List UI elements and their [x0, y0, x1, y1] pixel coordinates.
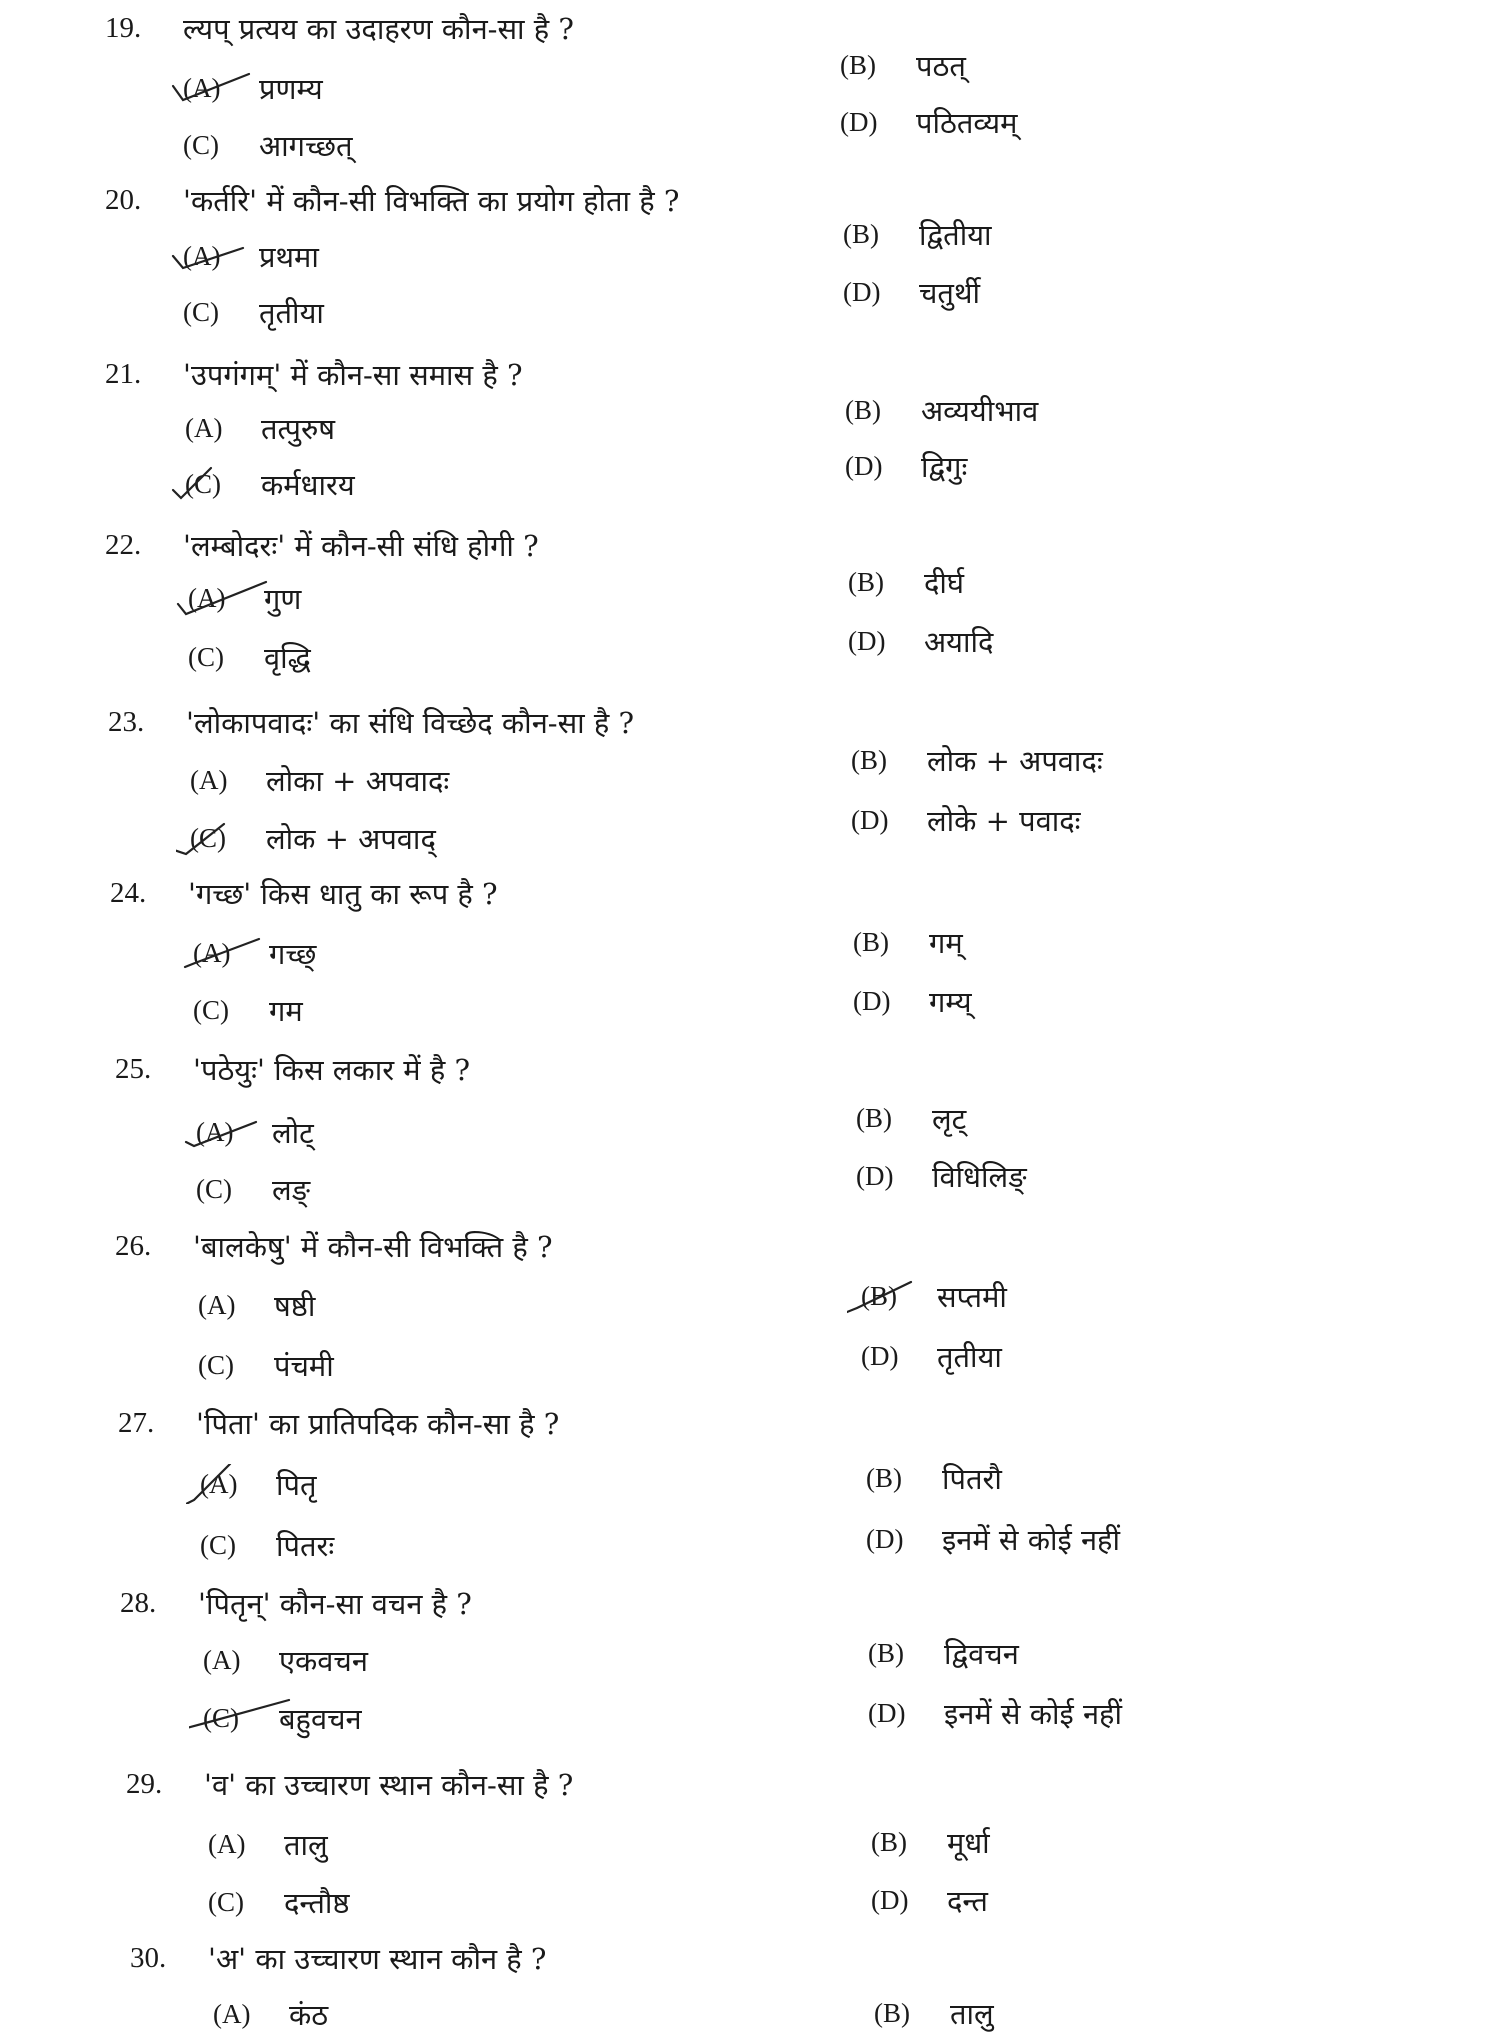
question-stem	[108, 700, 634, 744]
option-text: पंचमी	[274, 1348, 334, 1383]
option-label: (A)	[183, 72, 221, 103]
question-stem	[105, 352, 523, 396]
option-d[interactable]	[856, 1154, 1027, 1198]
option-label: (B)	[845, 394, 881, 425]
option-c[interactable]	[203, 1696, 362, 1740]
option-text: द्वितीया	[919, 217, 992, 252]
option-text: पठितव्यम्	[916, 105, 1018, 140]
question-number: 30.	[130, 1941, 167, 1974]
option-label: (D)	[856, 1160, 894, 1191]
option-label: (C)	[196, 1173, 232, 1204]
question-stem	[105, 6, 574, 50]
option-text: गम्	[929, 925, 963, 960]
question-stem	[105, 178, 679, 222]
question-text: 'गच्छ' किस धातु का रूप है ?	[188, 876, 498, 911]
option-c[interactable]	[190, 816, 436, 860]
question-text: ल्यप् प्रत्यय का उदाहरण कौन-सा है ?	[183, 11, 574, 46]
option-a[interactable]	[213, 1992, 328, 2036]
question-text: 'व' का उच्चारण स्थान कौन-सा है ?	[204, 1767, 574, 1802]
option-label: (B)	[856, 1102, 892, 1133]
option-b[interactable]	[848, 560, 964, 604]
option-a[interactable]	[196, 1110, 314, 1154]
option-text: द्विगुः	[921, 449, 968, 484]
option-text: लोक + अपवाद्	[266, 821, 436, 856]
question-text: 'उपगंगम्' में कौन-सा समास है ?	[183, 357, 523, 392]
option-label: (A)	[185, 412, 223, 443]
option-d[interactable]	[868, 1691, 1122, 1735]
question-number: 21.	[105, 357, 142, 390]
option-label: (A)	[188, 582, 226, 613]
option-a[interactable]	[208, 1822, 328, 1866]
option-label: (B)	[874, 1997, 910, 2028]
option-text: लोट्	[272, 1115, 314, 1150]
option-b[interactable]	[874, 1991, 994, 2035]
question-number: 19.	[105, 11, 142, 44]
option-text: गच्छ्	[269, 936, 317, 971]
question-number: 25.	[115, 1052, 152, 1085]
option-label: (A)	[213, 1998, 251, 2029]
option-c[interactable]	[188, 635, 311, 679]
option-text: तालु	[284, 1827, 328, 1862]
option-text: इनमें से कोई नहीं	[944, 1696, 1122, 1731]
option-a[interactable]	[185, 406, 335, 450]
question-number: 22.	[105, 528, 142, 561]
option-b[interactable]	[868, 1631, 1019, 1675]
option-label: (D)	[861, 1340, 899, 1371]
option-text: वृद्धि	[264, 640, 311, 675]
option-label: (A)	[200, 1468, 238, 1499]
option-label: (A)	[198, 1289, 236, 1320]
question-stem	[126, 1762, 573, 1806]
option-text: दीर्घ	[924, 565, 965, 600]
question-stem	[118, 1401, 559, 1445]
question-number: 23.	[108, 705, 145, 738]
option-label: (B)	[848, 566, 884, 597]
option-text: तृतीया	[937, 1339, 1002, 1374]
question-text: 'कर्तरि' में कौन-सी विभक्ति का प्रयोग होता है ?	[183, 183, 680, 218]
option-label: (C)	[203, 1702, 239, 1733]
option-text: षष्ठी	[274, 1288, 316, 1323]
option-d[interactable]	[840, 100, 1017, 144]
option-d[interactable]	[861, 1334, 1002, 1378]
option-c[interactable]	[200, 1523, 334, 1567]
question-text: 'पितृन्' कौन-सा वचन है ?	[198, 1586, 472, 1621]
option-label: (C)	[198, 1349, 234, 1380]
option-label: (D)	[853, 985, 891, 1016]
option-c[interactable]	[196, 1167, 310, 1211]
question-stem	[115, 1047, 470, 1091]
option-b[interactable]	[845, 388, 1038, 432]
option-a[interactable]	[190, 758, 449, 802]
option-c[interactable]	[183, 123, 353, 167]
question-number: 20.	[105, 183, 142, 216]
option-text: इनमें से कोई नहीं	[942, 1522, 1120, 1557]
option-a[interactable]	[193, 931, 316, 975]
option-text: गम	[269, 993, 303, 1028]
option-b[interactable]	[851, 738, 1103, 782]
option-d[interactable]	[845, 444, 967, 488]
option-a[interactable]	[183, 234, 319, 278]
question-number: 27.	[118, 1406, 155, 1439]
option-text: प्रणम्य	[259, 71, 323, 106]
option-text: लोके + पवादः	[927, 803, 1081, 838]
option-text: सप्तमी	[937, 1279, 1007, 1314]
question-stem	[115, 1224, 553, 1268]
option-text: पितरौ	[942, 1461, 1002, 1496]
option-text: बहुवचन	[279, 1701, 362, 1736]
option-c[interactable]	[198, 1343, 334, 1387]
option-label: (A)	[190, 764, 228, 795]
option-a[interactable]	[203, 1638, 368, 1682]
question-text: 'अ' का उच्चारण स्थान कौन है ?	[208, 1941, 547, 1976]
option-label: (D)	[843, 276, 881, 307]
option-text: दन्तौष्ठ	[284, 1885, 350, 1920]
option-text: लङ्	[272, 1172, 311, 1207]
option-label: (C)	[193, 994, 229, 1025]
option-b[interactable]	[856, 1096, 966, 1140]
option-text: तत्पुरुष	[261, 411, 336, 446]
option-text: लोक + अपवादः	[927, 743, 1103, 778]
question-text: 'पठेयुः' किस लकार में है ?	[193, 1052, 471, 1087]
option-b[interactable]	[843, 212, 992, 256]
option-d[interactable]	[848, 619, 993, 663]
option-b[interactable]	[840, 43, 966, 87]
option-a[interactable]	[183, 66, 323, 110]
option-label: (C)	[185, 468, 221, 499]
option-d[interactable]	[843, 270, 980, 314]
option-d[interactable]	[866, 1517, 1120, 1561]
option-label: (C)	[208, 1886, 244, 1917]
option-label: (C)	[183, 129, 219, 160]
option-text: द्विवचन	[944, 1636, 1019, 1671]
option-label: (D)	[845, 450, 883, 481]
option-label: (D)	[851, 804, 889, 835]
option-label: (B)	[843, 218, 879, 249]
option-text: लृट्	[932, 1101, 967, 1136]
option-label: (B)	[840, 49, 876, 80]
option-label: (B)	[851, 744, 887, 775]
option-d[interactable]	[871, 1878, 988, 1922]
option-label: (D)	[871, 1884, 909, 1915]
option-label: (B)	[853, 926, 889, 957]
question-stem	[120, 1581, 472, 1625]
option-text: पितरः	[276, 1528, 335, 1563]
option-c[interactable]	[193, 988, 303, 1032]
option-b[interactable]	[861, 1274, 1007, 1318]
option-label: (A)	[193, 937, 231, 968]
option-text: तृतीया	[259, 295, 324, 330]
option-label: (B)	[868, 1637, 904, 1668]
option-label: (A)	[183, 240, 221, 271]
question-text: 'पिता' का प्रातिपदिक कौन-सा है ?	[196, 1406, 560, 1441]
question-text: 'बालकेषु' में कौन-सी विभक्ति है ?	[193, 1229, 553, 1264]
option-a[interactable]	[198, 1283, 315, 1327]
option-label: (C)	[200, 1529, 236, 1560]
option-text: अव्ययीभाव	[921, 393, 1039, 428]
option-text: मूर्धा	[947, 1825, 990, 1860]
option-text: विधिलिङ्	[932, 1159, 1027, 1194]
question-number: 26.	[115, 1229, 152, 1262]
option-text: पितृ	[276, 1467, 317, 1502]
question-stem	[110, 871, 498, 915]
option-d[interactable]	[853, 979, 972, 1023]
option-d[interactable]	[851, 798, 1081, 842]
option-label: (C)	[188, 641, 224, 672]
option-text: गम्य्	[929, 984, 972, 1019]
option-text: प्रथमा	[259, 239, 319, 274]
question-number: 28.	[120, 1586, 157, 1619]
option-c[interactable]	[208, 1880, 349, 1924]
question-text: 'लम्बोदरः' में कौन-सी संधि होगी ?	[183, 528, 539, 563]
option-text: कर्मधारय	[261, 467, 355, 502]
option-b[interactable]	[866, 1456, 1002, 1500]
option-label: (B)	[871, 1826, 907, 1857]
option-label: (B)	[861, 1280, 897, 1311]
option-label: (A)	[196, 1116, 234, 1147]
option-label: (D)	[840, 106, 878, 137]
option-label: (B)	[866, 1462, 902, 1493]
option-label: (A)	[208, 1828, 246, 1859]
option-text: गुण	[264, 581, 302, 616]
question-text: 'लोकापवादः' का संधि विच्छेद कौन-सा है ?	[186, 705, 635, 740]
option-text: एकवचन	[279, 1643, 368, 1678]
option-label: (D)	[848, 625, 886, 656]
option-text: अयादि	[924, 624, 994, 659]
question-number: 29.	[126, 1767, 163, 1800]
option-label: (D)	[868, 1697, 906, 1728]
option-b[interactable]	[853, 920, 963, 964]
question-number: 24.	[110, 876, 147, 909]
option-c[interactable]	[183, 290, 324, 334]
option-a[interactable]	[200, 1462, 317, 1506]
question-stem	[105, 523, 539, 567]
option-label: (D)	[866, 1523, 904, 1554]
option-b[interactable]	[871, 1820, 990, 1864]
option-label: (C)	[190, 822, 226, 853]
option-text: चतुर्थी	[919, 275, 980, 310]
option-label: (C)	[183, 296, 219, 327]
option-text: पठत्	[916, 48, 966, 83]
option-text: लोका + अपवादः	[266, 763, 450, 798]
option-text: आगच्छत्	[259, 128, 353, 163]
option-label: (A)	[203, 1644, 241, 1675]
question-stem	[130, 1936, 546, 1980]
option-text: कंठ	[289, 1997, 329, 2032]
option-c[interactable]	[185, 462, 355, 506]
option-text: तालु	[950, 1996, 994, 2031]
option-a[interactable]	[188, 576, 301, 620]
option-text: दन्त	[947, 1883, 988, 1918]
